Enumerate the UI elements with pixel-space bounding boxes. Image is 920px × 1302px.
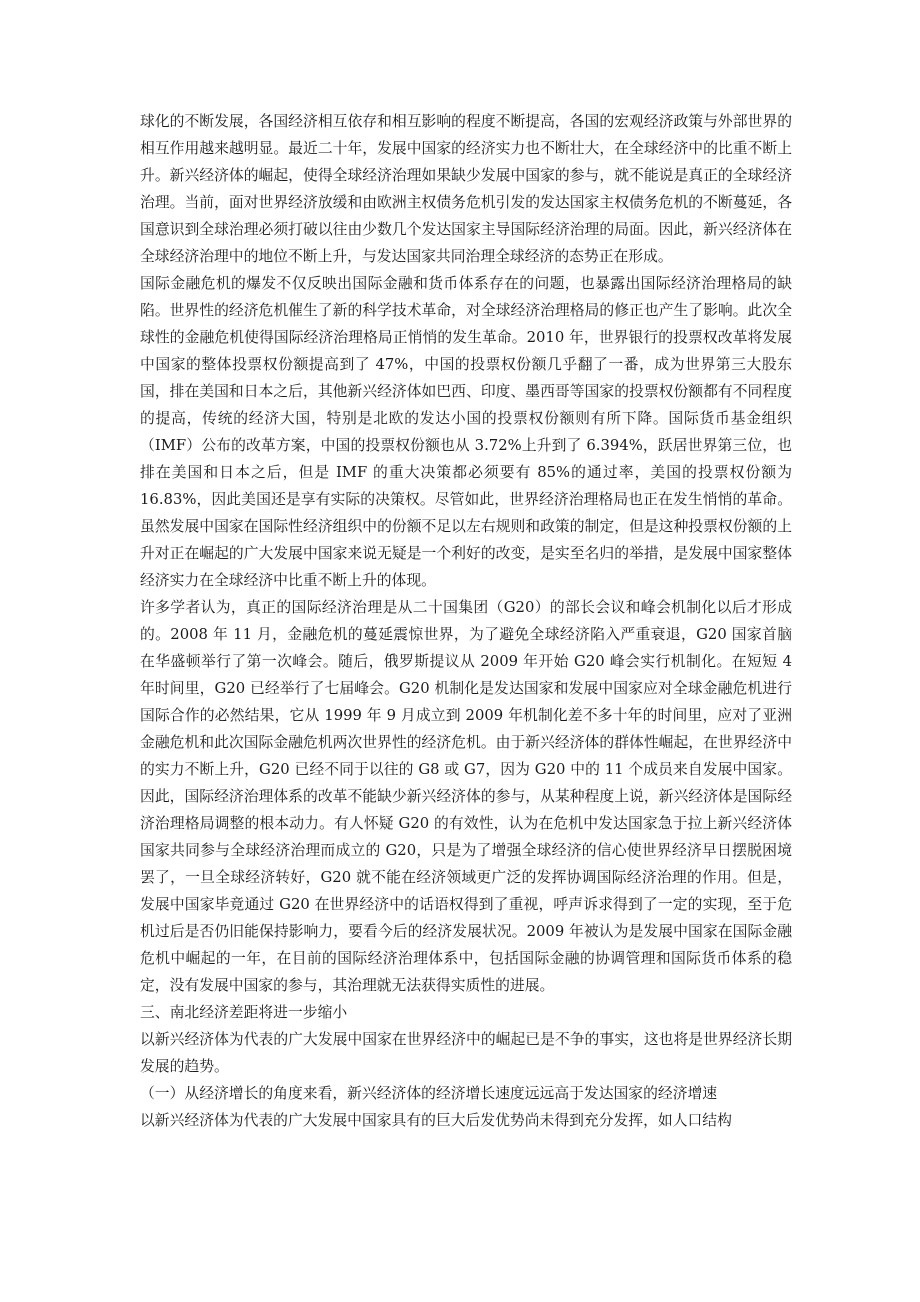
section-intro: 以新兴经济体为代表的广大发展中国家在世界经济中的崛起已是不争的事实，这也将是世界经济长期发展的趋势。 [140,1031,792,1075]
paragraph-global-governance: 球化的不断发展，各国经济相互依存和相互影响的程度不断提高，各国的宏观经济政策与外部世界的相互作用越来越明显。最近二十年，发展中国家的经济实力也不断壮大，在全球经济中的比重不断上升。新兴经济体的崛起，使得全球经济治理如果缺少发展中国家的参与，就不能说是真正的全球经济治理。当前，面对世界经济放缓和由欧洲主权债务危机引发的发达国家主权债务危机的不断蔓延，各国意识到全球治理必须打破以往由少数几个发达国家主导国际经济治理的局面。因此，新兴经济体在全球经济治理中的地位不断上升，与发达国家共同治理全球经济的态势正在形成。 [140,113,792,265]
paragraph-financial-crisis: 国际金融危机的爆发不仅反映出国际金融和货币体系存在的问题，也暴露出国际经济治理格局的缺陷。世界性的经济危机催生了新的科学技术革命，对全球经济治理格局的修正也产生了影响。此次全球性的金融危机使得国际经济治理格局正悄悄的发生革命。2010 年，世界银行的投票权改革将发展中国家的整体投票权份额提高到了 47%，中国的投票权份额几乎翻了一番，成为世界第三大股东国，排在美国和日本之后，其他新兴经济体如巴西、印度、墨西哥等国家的投票权份额都有不同程度的提高，传统的经济大国，特别是北欧的发达小国的投票权份额则有所下降。国际货币基金组织（IMF）公布的改革方案，中国的投票权份额也从 3.72%上升到了 6.394%，跃居世界第三位，也排在美国和日本之后，但是 IMF 的重大决策都必须要有 85%的通过率，美国的投票权份额为 16.83%，因此美国还是享有实际的决策权。尽管如此，世界经济治理格局也正在发生悄悄的革命。虽然发展中国家在国际性经济组织中的份额不足以左右规则和政策的制定，但是这种投票权份额的上升对正在崛起的广大发展中国家来说无疑是一个利好的改变，是实至名归的举措，是发展中国家整体经济实力在全球经济中比重不断上升的体现。 [140,275,792,589]
subsection-heading: （一）从经济增长的角度来看，新兴经济体的经济增长速度远远高于发达国家的经济增速 [140,1085,718,1102]
document-page [140,108,792,1134]
paragraph-g20: 许多学者认为，真正的国际经济治理是从二十国集团（G20）的部长会议和峰会机制化以后才形成的。2008 年 11 月，金融危机的蔓延震惊世界，为了避免全球经济陷入严重衰退，G20 国家首脑在华盛顿举行了第一次峰会。随后，俄罗斯提议从 2009 年开始 G20 峰会实行机制化。在短短 4 年时间里，G20 已经举行了七届峰会。G20 机制化是发达国家和发展中国家应对全球金融危机进行国际合作的必然结果，它从 1999 年 9 月成立到 2009 年机制化差不多十年的时间里，应对了亚洲金融危机和此次国际金融危机两次世界性的经济危机。由于新兴经济体的群体性崛起，在世界经济中的实力不断上升，G20 已经不同于以往的 G8 或 G7，因为 G20 中的 11 个成员来自发展中国家。因此，国际经济治理体系的改革不能缺少新兴经济体的参与，从某种程度上说，新兴经济体是国际经济治理格局调整的根本动力。有人怀疑 G20 的有效性，认为在危机中发达国家急于拉上新兴经济体国家共同参与全球经济治理而成立的 G20，只是为了增强全球经济的信心使世界经济早日摆脱困境罢了，一旦全球经济转好，G20 就不能在经济领域更广泛的发挥协调国际经济治理的作用。但是，发展中国家毕竟通过 G20 在世界经济中的话语权得到了重视，呼声诉求得到了一定的实现，至于危机过后是否仍旧能保持影响力，要看今后的经济发展状况。2009 年被认为是发展中国家在国际金融危机中崛起的一年，在目前的国际经济治理体系中，包括国际金融的协调管理和国际货币体系的稳定，没有发展中国家的参与，其治理就无法获得实质性的进展。 [140,599,792,994]
section-heading: 三、南北经济差距将进一步缩小 [140,1004,348,1021]
paragraph-last-line: 以新兴经济体为代表的广大发展中国家具有的巨大后发优势尚未得到充分发挥，如人口结构 [140,1112,732,1129]
